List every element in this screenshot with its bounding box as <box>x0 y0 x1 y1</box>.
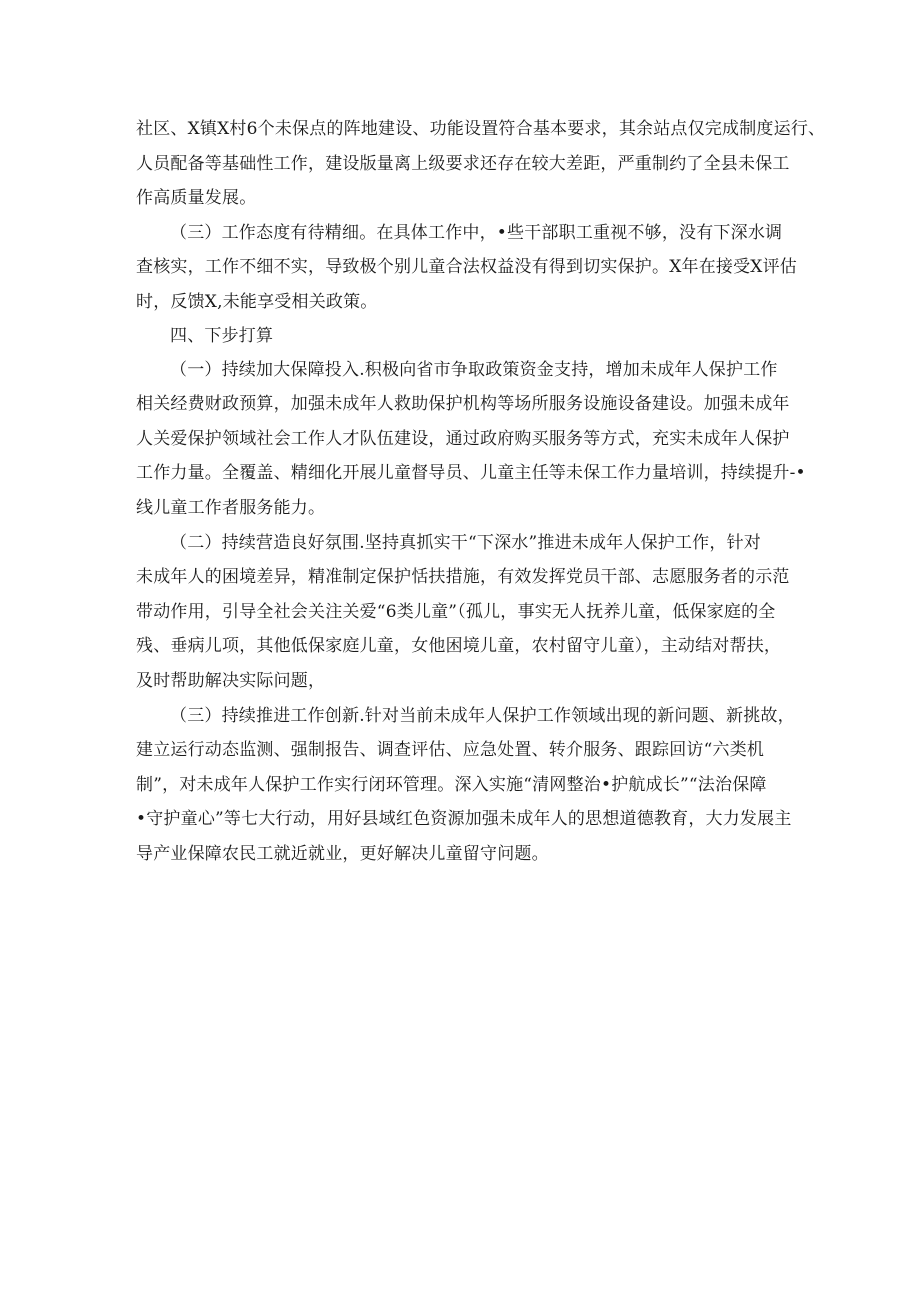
text-line: 时，反馈X,未能享受相关政策。 <box>136 291 378 312</box>
section-heading-next-steps <box>136 320 796 353</box>
text-line: 社区、X镇X村6个未保点的阵地建设、功能设置符合基本要求，其余站点仅完成制度运行、 <box>136 119 826 139</box>
text-line: 线儿童工作者服务能力。 <box>136 497 326 518</box>
text-line: 查核实，工作不细不实，导致极个别儿童合法权益没有得到切实保护。X年在接受X评估 <box>136 257 798 278</box>
text-line: 人员配备等基础性工作，建设版量离上级要求还存在较大差距，严重制约了全县未保工 <box>136 153 790 174</box>
text-line: 未成年人的困境差异，精准制定保护恬扶措施，有效发挥党员干部、志愿服务者的示范 <box>136 567 790 588</box>
text-line: 制”，对未成年人保护工作实行闭环管理。深入实施“清网整治•护航成长”“法治保障 <box>136 774 767 795</box>
text-line: 残、垂病儿项，其他低保家庭儿童，女他困境儿童，农村留守儿童），主动结对帮扶， <box>136 636 782 657</box>
text-line: 相关经费财政预算，加强未成年人救助保护机构等场所服务设施设备建设。加强未成年 <box>136 394 790 415</box>
text-line: （一）持续加大保障投入.积极向省市争取政策资金支持，增加未成年人保护工作 <box>170 359 778 380</box>
text-line: （三）工作态度有待精细。在具体工作中，•些干部职工重视不够，没有下深水调 <box>170 222 783 243</box>
text-line: 及时帮助解决实际问题， <box>136 670 326 691</box>
text-line: （二）持续营造良好氛围.坚持真抓实干“下深水”推进未成年人保护工作，针对 <box>170 532 761 553</box>
text-line: 作高质量发展。 <box>136 188 257 209</box>
document-body <box>136 112 826 871</box>
paragraph-continuation <box>136 112 826 216</box>
section-heading: 四、下步打算 <box>170 325 274 346</box>
paragraph-work-attitude <box>136 216 796 320</box>
paragraph-innovation <box>136 699 796 872</box>
text-line: 人关爱保护领域社会工作人才队伍建设，通过政府购买服务等方式，充实未成年人保护 <box>136 428 790 449</box>
text-line: 工作力量。全覆盖、精细化开展儿童督导员、儿童主任等未保工作力量培训，持续提升-• <box>136 463 806 484</box>
text-line: （三）持续推进工作创新.针对当前未成年人保护工作领域出现的新问题、新挑故， <box>170 705 795 726</box>
text-line: •守护童心”等七大行动，用好县域红色资源加强未成年人的思想道德教育，大力发展主 <box>136 809 792 830</box>
paragraph-atmosphere <box>136 526 796 699</box>
text-line: 带动作用，引导全社会关注关爱“6类儿童”（孤儿，事实无人抚养儿童，低保家庭的全 <box>136 601 776 622</box>
text-line: 建立运行动态监测、强制报告、调查评估、应急处置、转介服务、跟踪回访“六类机 <box>136 740 765 761</box>
text-line: 导产业保障农民工就近就业，更好解决儿童留守问题。 <box>136 843 549 864</box>
paragraph-increase-investment <box>136 353 806 526</box>
